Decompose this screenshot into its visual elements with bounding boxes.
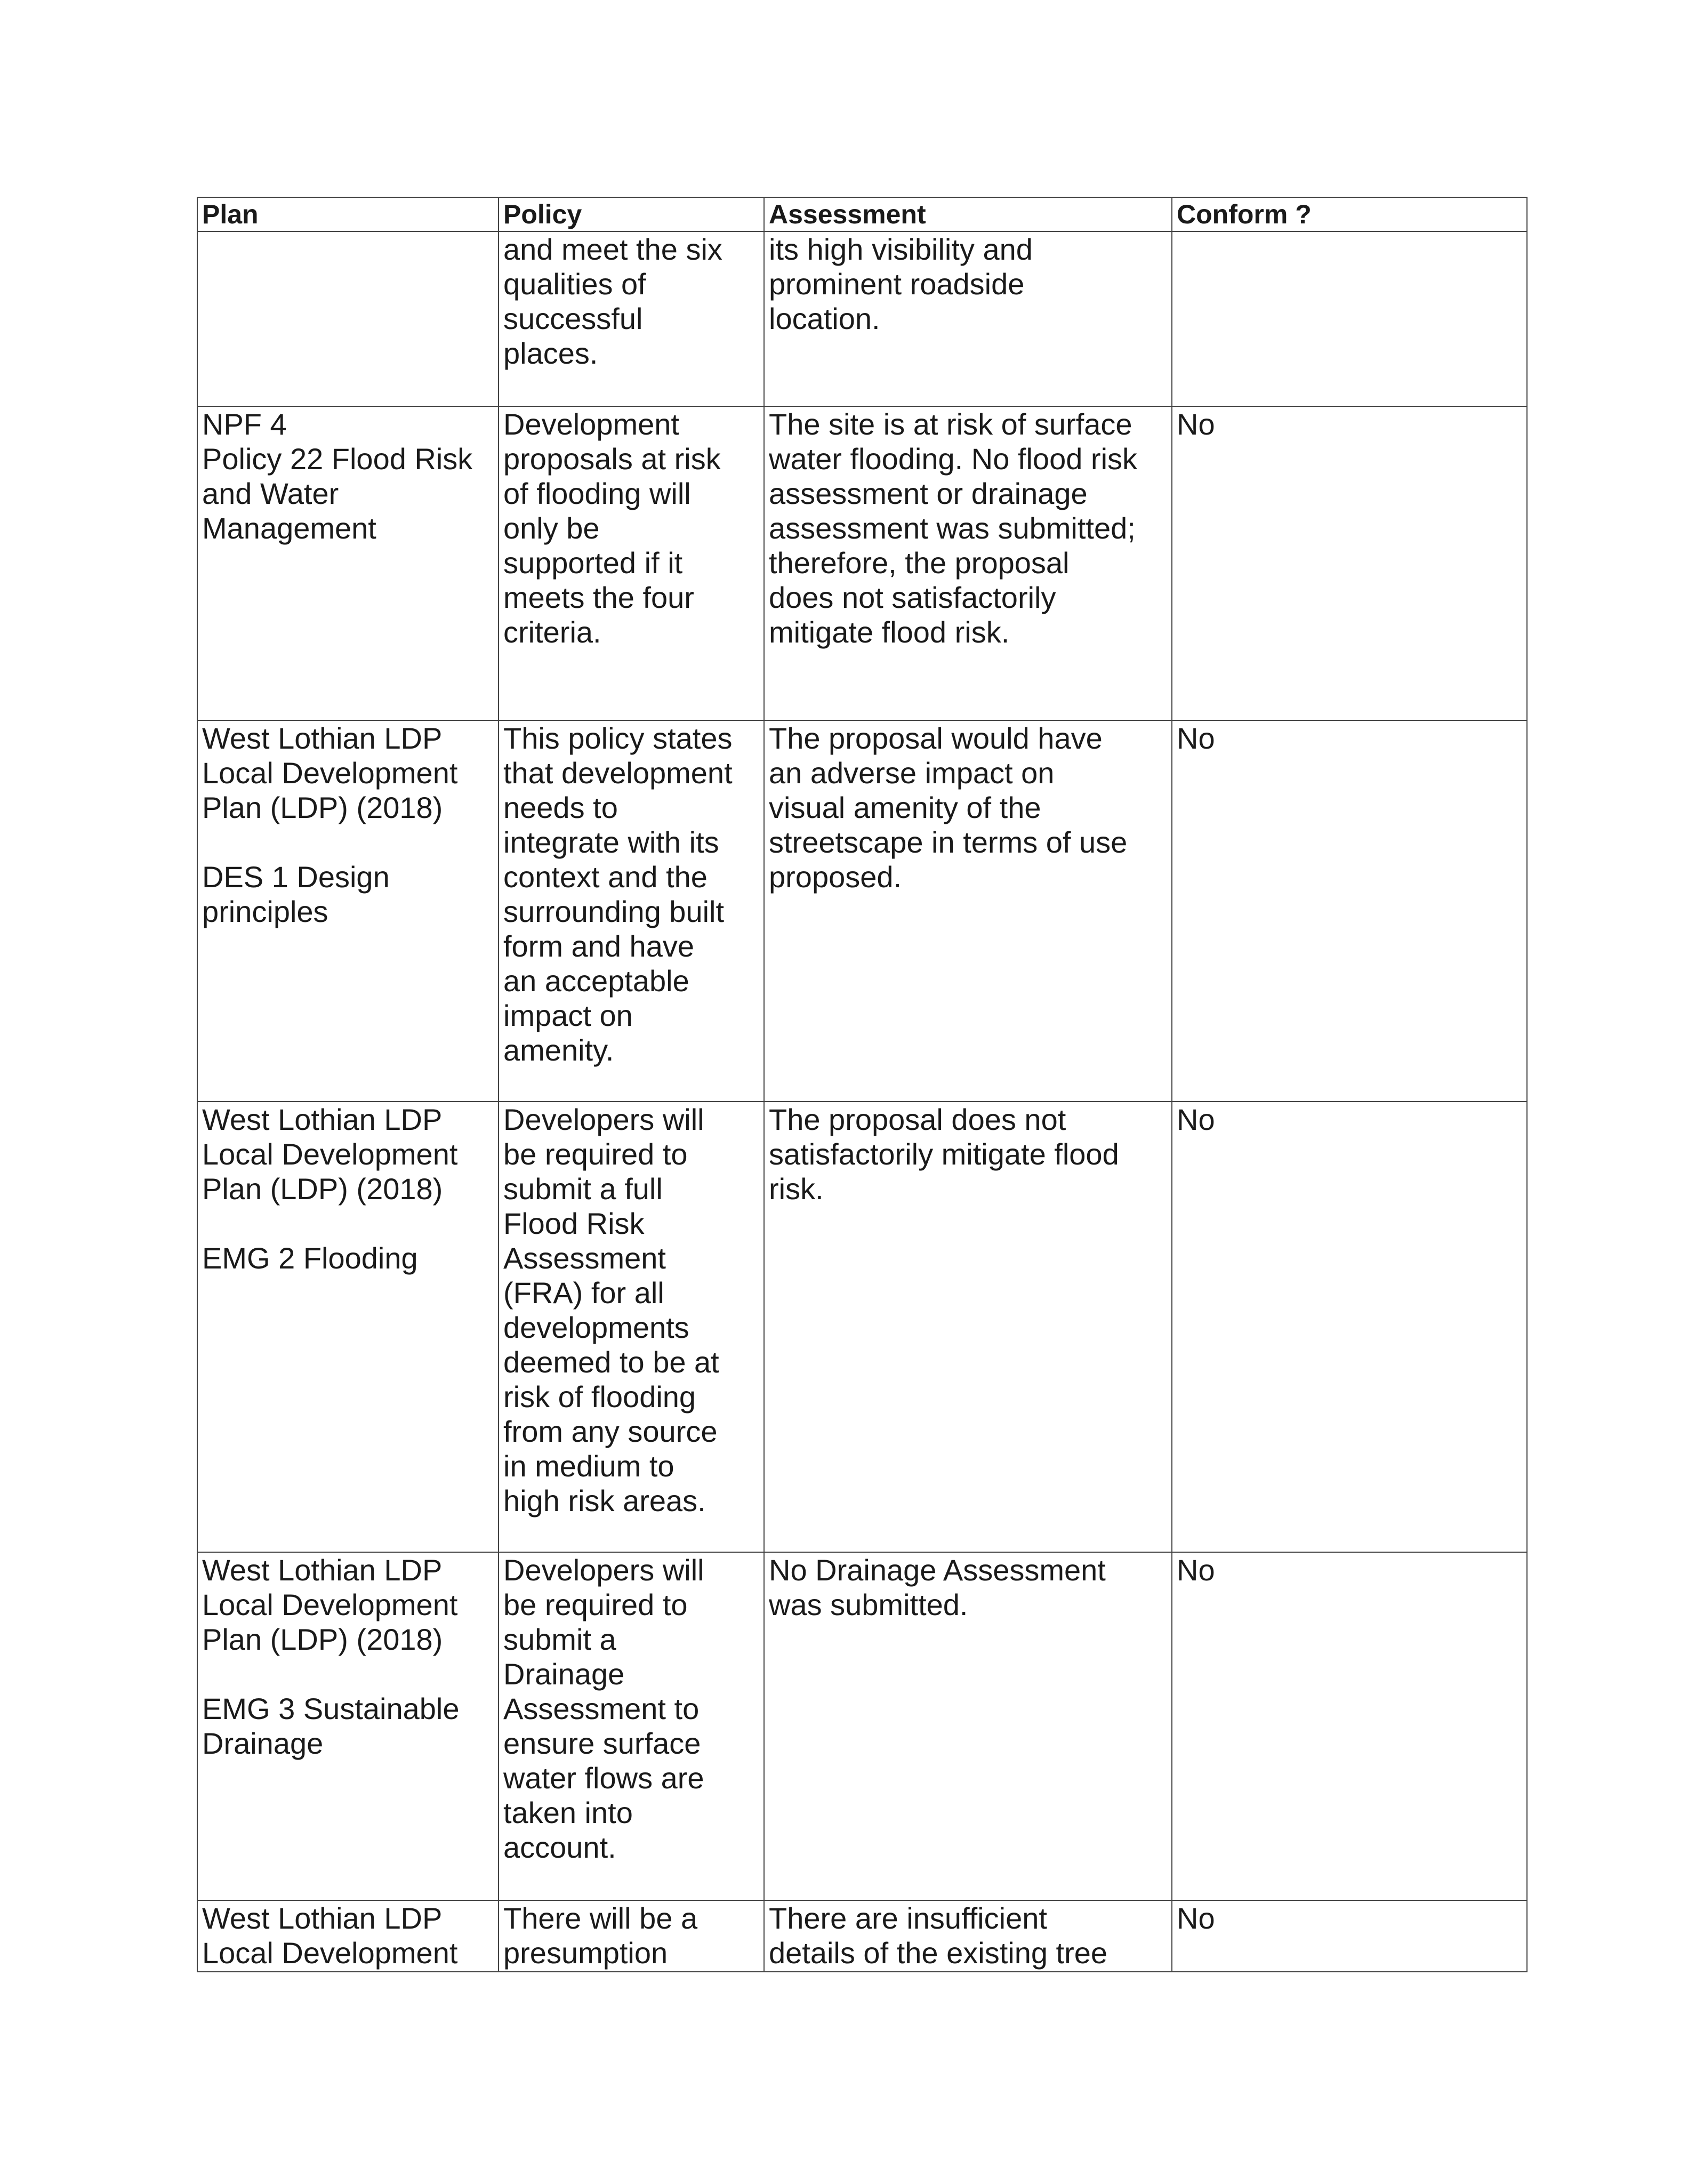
cell-conform: No [1172,1552,1527,1900]
cell-assessment: No Drainage Assessment was submitted. [764,1552,1172,1900]
header-policy: Policy [499,197,764,231]
table-row [197,231,1527,406]
cell-assessment: There are insufficient details of the existing tree [764,1900,1172,1972]
policy-assessment-table [197,197,1528,1972]
cell-plan: West Lothian LDP Local Development Plan (LDP) (2018) EMG 2 Flooding [197,1102,499,1552]
table-row [197,1552,1527,1900]
header-assessment: Assessment [764,197,1172,231]
cell-plan: West Lothian LDP Local Development [197,1900,499,1972]
table-row [197,1900,1527,1972]
cell-conform: No [1172,406,1527,720]
cell-assessment: The proposal would have an adverse impact on visual amenity of the streetscape in terms of use proposed. [764,720,1172,1102]
cell-conform [1172,231,1527,406]
table-row [197,720,1527,1102]
header-conform: Conform ? [1172,197,1527,231]
cell-policy: Developers will be required to submit a Drainage Assessment to ensure surface water flows are taken into account. [499,1552,764,1900]
cell-plan: NPF 4 Policy 22 Flood Risk and Water Management [197,406,499,720]
cell-plan: West Lothian LDP Local Development Plan (LDP) (2018) EMG 3 Sustainable Drainage [197,1552,499,1900]
cell-conform: No [1172,1900,1527,1972]
cell-assessment: The proposal does not satisfactorily mitigate flood risk. [764,1102,1172,1552]
cell-policy: There will be a presumption [499,1900,764,1972]
table-row [197,406,1527,720]
cell-policy: Developers will be required to submit a full Flood Risk Assessment (FRA) for all developments deemed to be at risk of flooding from any source in medium to high risk areas. [499,1102,764,1552]
cell-plan: West Lothian LDP Local Development Plan (LDP) (2018) DES 1 Design principles [197,720,499,1102]
cell-policy: and meet the six qualities of successful places. [499,231,764,406]
cell-conform: No [1172,1102,1527,1552]
cell-policy: Development proposals at risk of flooding will only be supported if it meets the four criteria. [499,406,764,720]
cell-conform: No [1172,720,1527,1102]
header-plan: Plan [197,197,499,231]
table-header-row [197,197,1527,231]
cell-plan [197,231,499,406]
cell-assessment: The site is at risk of surface water flooding. No flood risk assessment or drainage assessment was submitted; therefore, the proposal does not satisfactorily mitigate flood risk. [764,406,1172,720]
cell-policy: This policy states that development needs to integrate with its context and the surrounding built form and have an acceptable impact on amenity. [499,720,764,1102]
cell-assessment: its high visibility and prominent roadside location. [764,231,1172,406]
table-row [197,1102,1527,1552]
